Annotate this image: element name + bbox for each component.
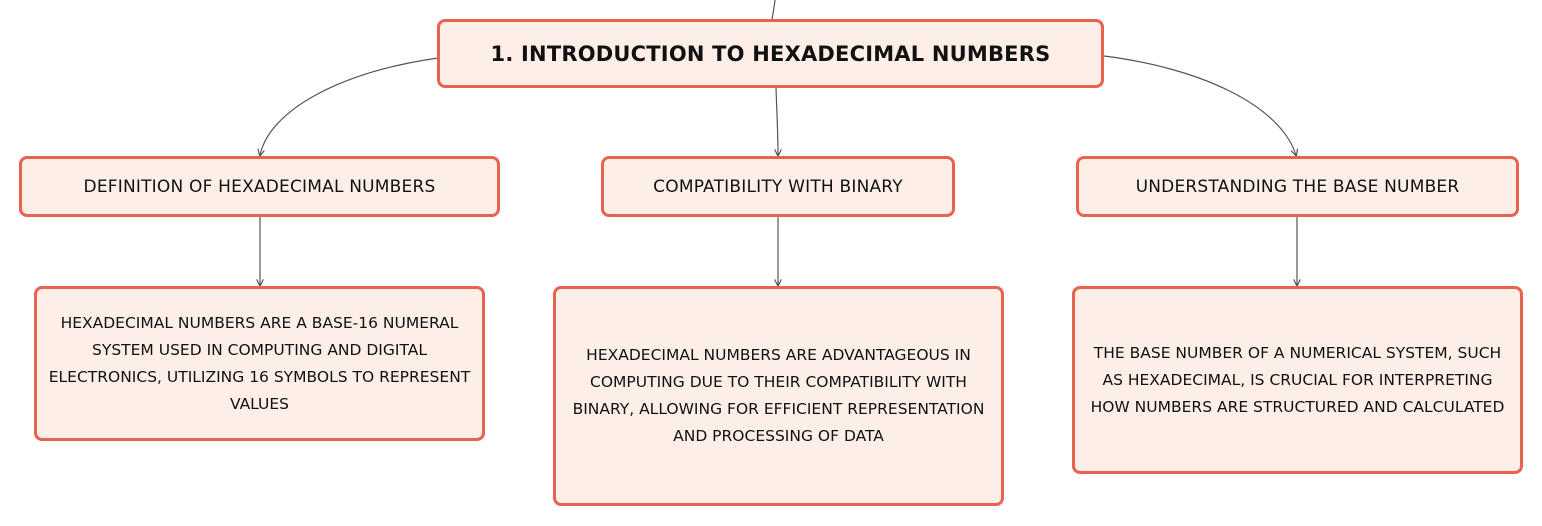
detail-node-definition[interactable] (34, 286, 485, 441)
detail-node-text: THE BASE NUMBER OF A NUMERICAL SYSTEM, SUCH AS HEXADECIMAL, IS CRUCIAL FOR INTERPRETING HOW NUMBERS ARE STRUCTURED AND CALCULATED (1090, 343, 1505, 416)
detail-node-text: HEXADECIMAL NUMBERS ARE A BASE-16 NUMERAL SYSTEM USED IN COMPUTING AND DIGITAL ELECTRONICS, UTILIZING 16 SYMBOLS TO REPRESENT VALUES (48, 313, 471, 413)
topic-node-label: UNDERSTANDING THE BASE NUMBER (1135, 176, 1460, 197)
detail-node-text: HEXADECIMAL NUMBERS ARE ADVANTAGEOUS IN COMPUTING DUE TO THEIR COMPATIBILITY WITH BINARY, ALLOWING FOR EFFICIENT REPRESENTATION AND PROCESSING OF DATA (572, 346, 985, 445)
topic-node-label: COMPATIBILITY WITH BINARY (653, 176, 903, 197)
root-node[interactable] (437, 19, 1104, 88)
topic-node-compatibility[interactable] (601, 156, 955, 217)
detail-node-compatibility[interactable] (553, 286, 1004, 506)
connector-root-to-definition (260, 58, 438, 155)
connector-parent-to-root (772, 0, 775, 19)
connector-root-to-base-number (1104, 56, 1296, 155)
connector-root-to-compatibility (776, 88, 778, 155)
detail-node-base-number[interactable] (1072, 286, 1523, 474)
topic-node-label: DEFINITION OF HEXADECIMAL NUMBERS (83, 176, 436, 197)
topic-node-base-number[interactable] (1076, 156, 1519, 217)
root-node-label: 1. INTRODUCTION TO HEXADECIMAL NUMBERS (490, 41, 1051, 66)
topic-node-definition[interactable] (19, 156, 500, 217)
